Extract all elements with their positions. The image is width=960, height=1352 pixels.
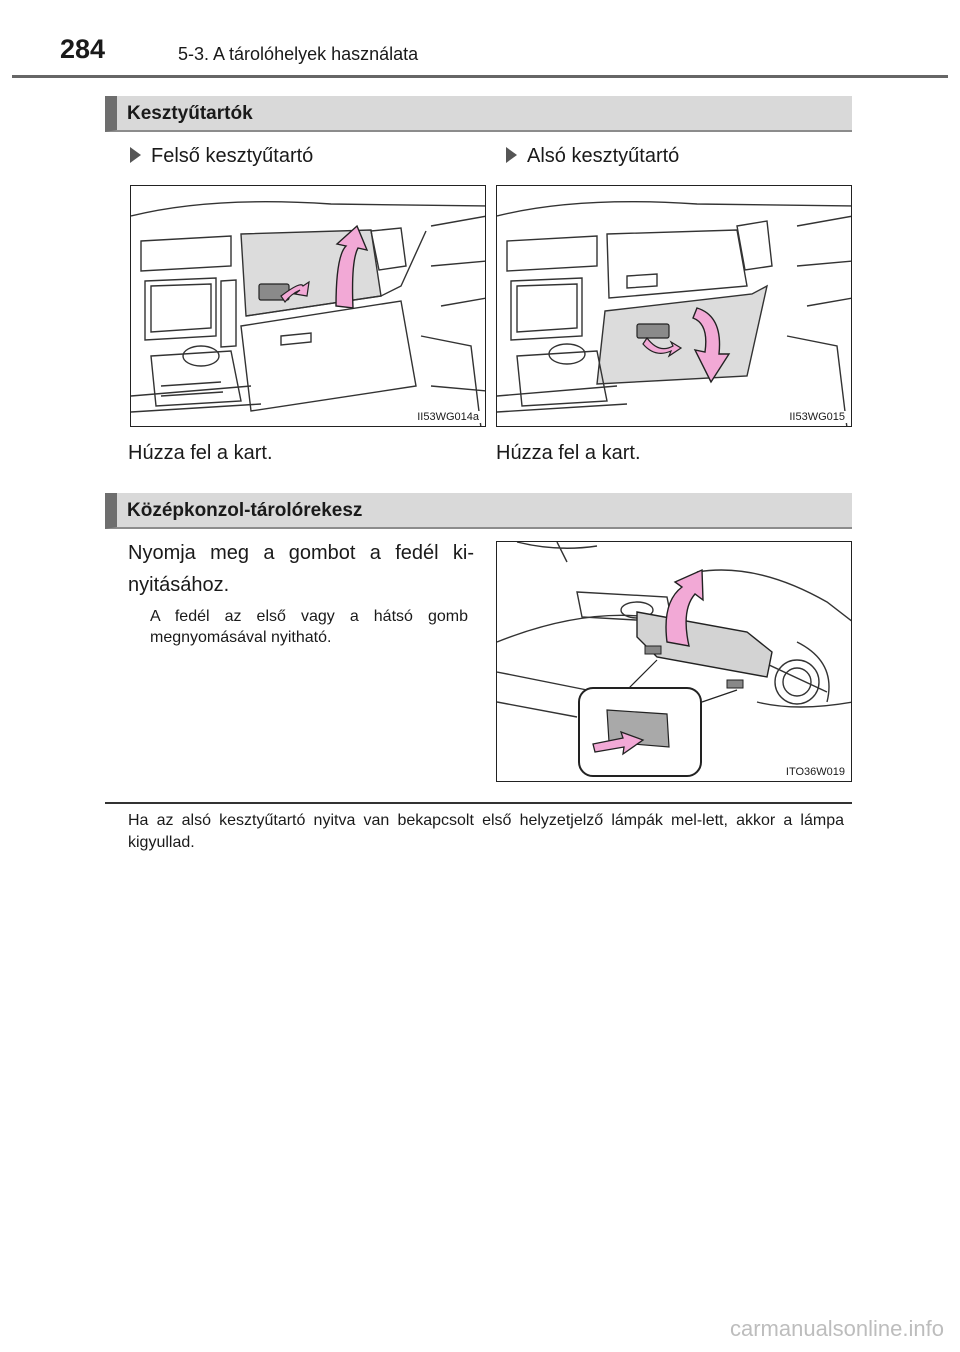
- caption-lower: Húzza fel a kart.: [496, 442, 641, 464]
- watermark: carmanualsonline.info: [729, 1316, 944, 1341]
- caption-upper: Húzza fel a kart.: [128, 442, 273, 464]
- page-number: 284: [60, 34, 106, 64]
- console-lid: [637, 612, 772, 677]
- section-title-glove: Kesztyűtartók: [127, 103, 253, 124]
- note-text: Ha az alsó kesztyűtartó nyitva van bekapcsolt első helyzetjelző lámpák mel-lett, akkor a lámpa kigyullad.: [128, 812, 844, 851]
- figure-console-box: [496, 541, 852, 782]
- lower-lever: [637, 324, 669, 338]
- figure-code-console: ITO36W019: [785, 766, 845, 778]
- console-box-illustration: [497, 542, 852, 782]
- running-head: 5-3. A tárolóhelyek használata: [178, 44, 419, 64]
- lower-glove-label: Alsó kesztyűtartó: [527, 145, 680, 167]
- section-band-glove: [105, 96, 852, 132]
- upper-glovebox-illustration: [131, 186, 486, 427]
- figure-code-upper: II53WG014a: [417, 411, 479, 423]
- triangle-bullet-icon: [506, 147, 517, 163]
- figure-lower-glovebox: [496, 185, 852, 427]
- sub-head-upper: [130, 145, 313, 168]
- header-rule: [12, 75, 948, 78]
- sub-head-lower: [506, 145, 679, 168]
- lower-glovebox-illustration: [497, 186, 852, 427]
- triangle-bullet-icon: [130, 147, 141, 163]
- upper-glove-label: Felső kesztyűtartó: [151, 145, 314, 167]
- figure-code-lower: II53WG015: [789, 411, 845, 423]
- section-title-console: Középkonzol-tárolórekesz: [127, 500, 363, 521]
- note-rule: [105, 802, 852, 804]
- section-band-console: [105, 493, 852, 529]
- figure-upper-glovebox: [130, 185, 486, 427]
- console-instruction: Nyomja meg a gombot a fedél ki-nyitásához.: [128, 542, 474, 596]
- console-detail: A fedél az első vagy a hátsó gomb megnyomásával nyitható.: [150, 608, 468, 646]
